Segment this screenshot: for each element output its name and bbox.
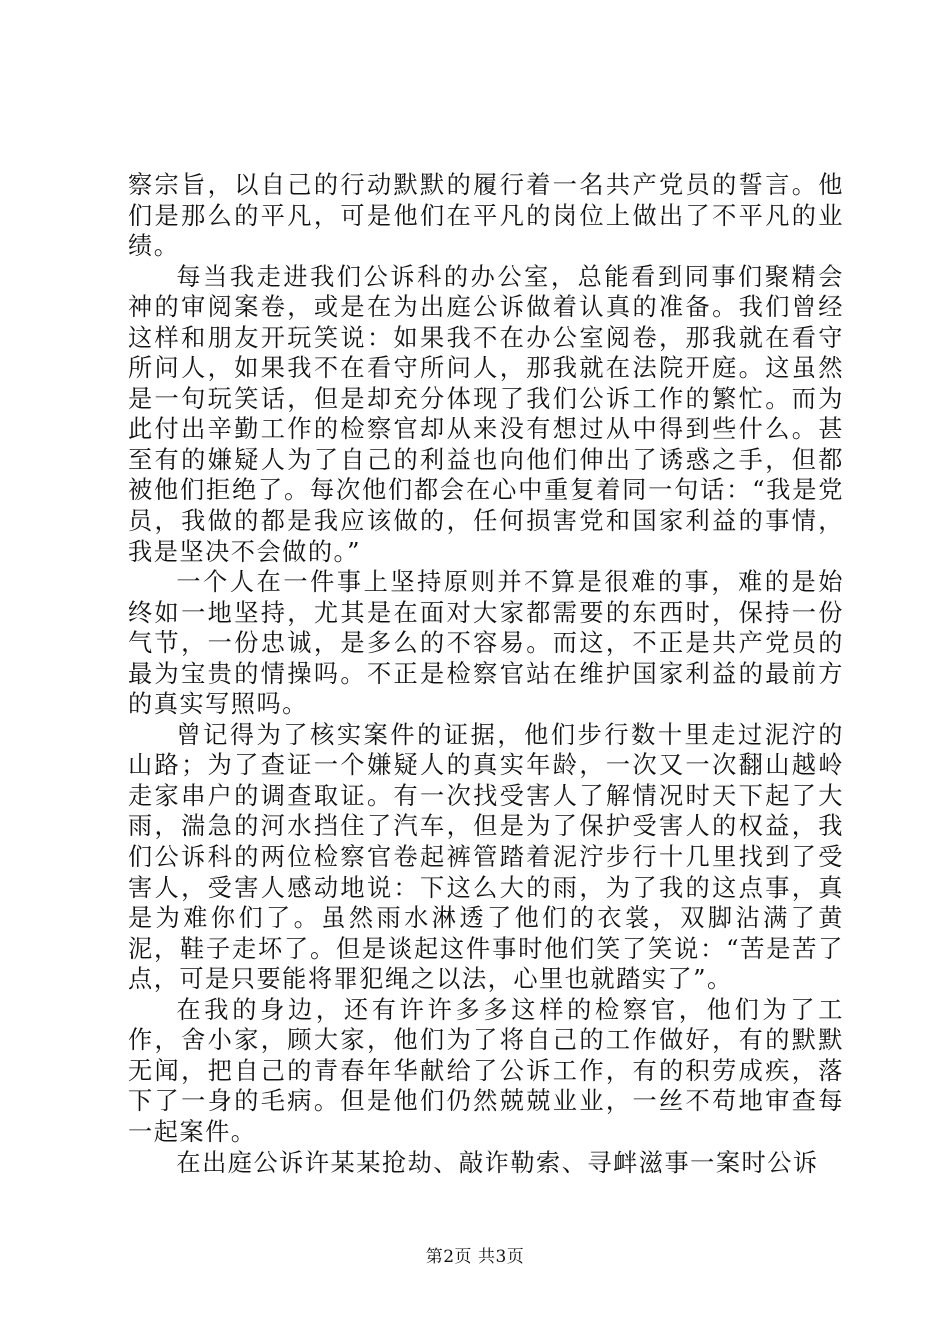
document-body: [128, 170, 844, 1178]
paragraph-6: 在出庭公诉许某某抢劫、敲诈勒索、寻衅滋事一案时公诉: [176, 1148, 819, 1177]
page-footer: 第2页 共3页: [425, 1247, 525, 1267]
paragraph-1: 察宗旨，以自己的行动默默的履行着一名共产党员的誓言。他们是那么的平凡，可是他们在平凡的岗位上做出了不平凡的业绩。: [128, 171, 844, 261]
paragraph-2: 每当我走进我们公诉科的办公室，总能看到同事们聚精会神的审阅案卷，或是在为出庭公诉做着认真的准备。我们曾经这样和朋友开玩笑说：如果我不在办公室阅卷，那我就在看守所问人，如果我不在看守所问人，那我就在法院开庭。这虽然是一句玩笑话，但是却充分体现了我们公诉工作的繁忙。而为此付出辛勤工作的检察官却从来没有想过从中得到些什么。甚至有的嫌疑人为了自己的利益也向他们伸出了诱惑之手，但都被他们拒绝了。每次他们都会在心中重复着同一句话：“我是党员，我做的都是我应该做的，任何损害党和国家利益的事情，我是坚决不会做的。”: [128, 262, 844, 566]
paragraph-4: 曾记得为了核实案件的证据，他们步行数十里走过泥泞的山路；为了查证一个嫌疑人的真实年龄，一次又一次翻山越岭走家串户的调查取证。有一次找受害人了解情况时天下起了大雨，湍急的河水挡住了汽车，但是为了保护受害人的权益，我们公诉科的两位检察官卷起裤管踏着泥泞步行十几里找到了受害人，受害人感动地说：下这么大的雨，为了我的这点事，真是为难你们了。虽然雨水淋透了他们的衣裳，双脚沾满了黄泥，鞋子走坏了。但是谈起这件事时他们笑了笑说：“苦是苦了点，可是只要能将罪犯绳之以法，心里也就踏实了”。: [128, 720, 844, 994]
paragraph-3: 一个人在一件事上坚持原则并不算是很难的事，难的是始终如一地坚持，尤其是在面对大家都需要的东西时，保持一份气节，一份忠诚，是多么的不容易。而这，不正是共产党员的最为宝贵的情操吗。不正是检察官站在维护国家利益的最前方的真实写照吗。: [128, 568, 844, 719]
paragraph-5: 在我的身边，还有许许多多这样的检察官，他们为了工作，舍小家，顾大家，他们为了将自己的工作做好，有的默默无闻，把自己的青春年华献给了公诉工作，有的积劳成疾，落下了一身的毛病。但是他们仍然兢兢业业，一丝不苟地审查每一起案件。: [128, 995, 844, 1146]
